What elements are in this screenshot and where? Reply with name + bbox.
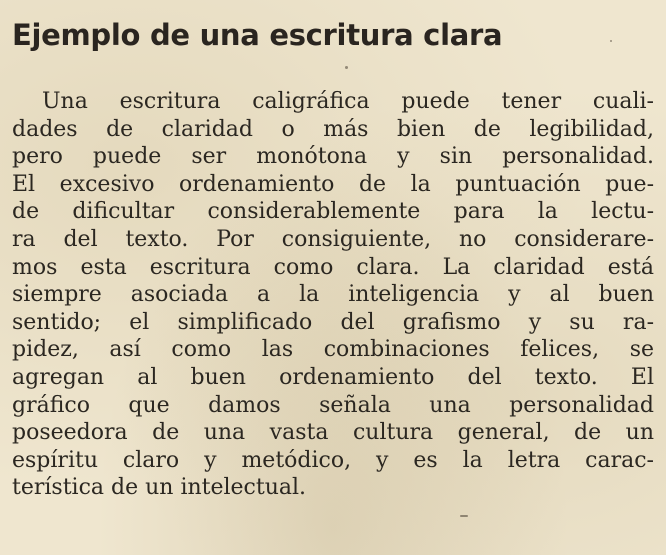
article-line: El excesivo ordenamiento de la puntuación pue-: [12, 171, 654, 197]
article-line: sentido; el simplificado del grafismo y su ra-: [12, 309, 654, 335]
article-line: Una escritura caligráfica puede tener cuali-: [42, 89, 654, 114]
article-line: espíritu claro y metódico, y es la letra carac-: [12, 447, 654, 473]
article-line: dades de claridad o más bien de legibilidad,: [12, 116, 654, 142]
article-line: agregan al buen ordenamiento del texto. El: [12, 364, 654, 390]
article-line: poseedora de una vasta cultura general, de un: [12, 420, 654, 446]
article-line: gráfico que damos señala una personalidad: [12, 392, 654, 418]
paper-speck: [610, 40, 612, 42]
paper-speck: [345, 66, 348, 69]
article-line: pidez, así como las combinaciones felices, se: [12, 337, 654, 363]
article-line: ra del texto. Por consiguiente, no considerare-: [12, 226, 654, 252]
paper-speck: [460, 515, 468, 517]
article-line: terística de un intelectual.: [12, 475, 307, 501]
article-line: mos esta escritura como clara. La claridad está: [12, 254, 654, 280]
article-line: pero puede ser monótona y sin personalidad.: [12, 144, 654, 170]
article-body: [12, 88, 654, 502]
article-line: de dificultar considerablemente para la lectu-: [12, 199, 654, 225]
headline: Ejemplo de una escritura clara: [12, 18, 503, 52]
article-line: siempre asociada a la inteligencia y al buen: [12, 282, 654, 308]
